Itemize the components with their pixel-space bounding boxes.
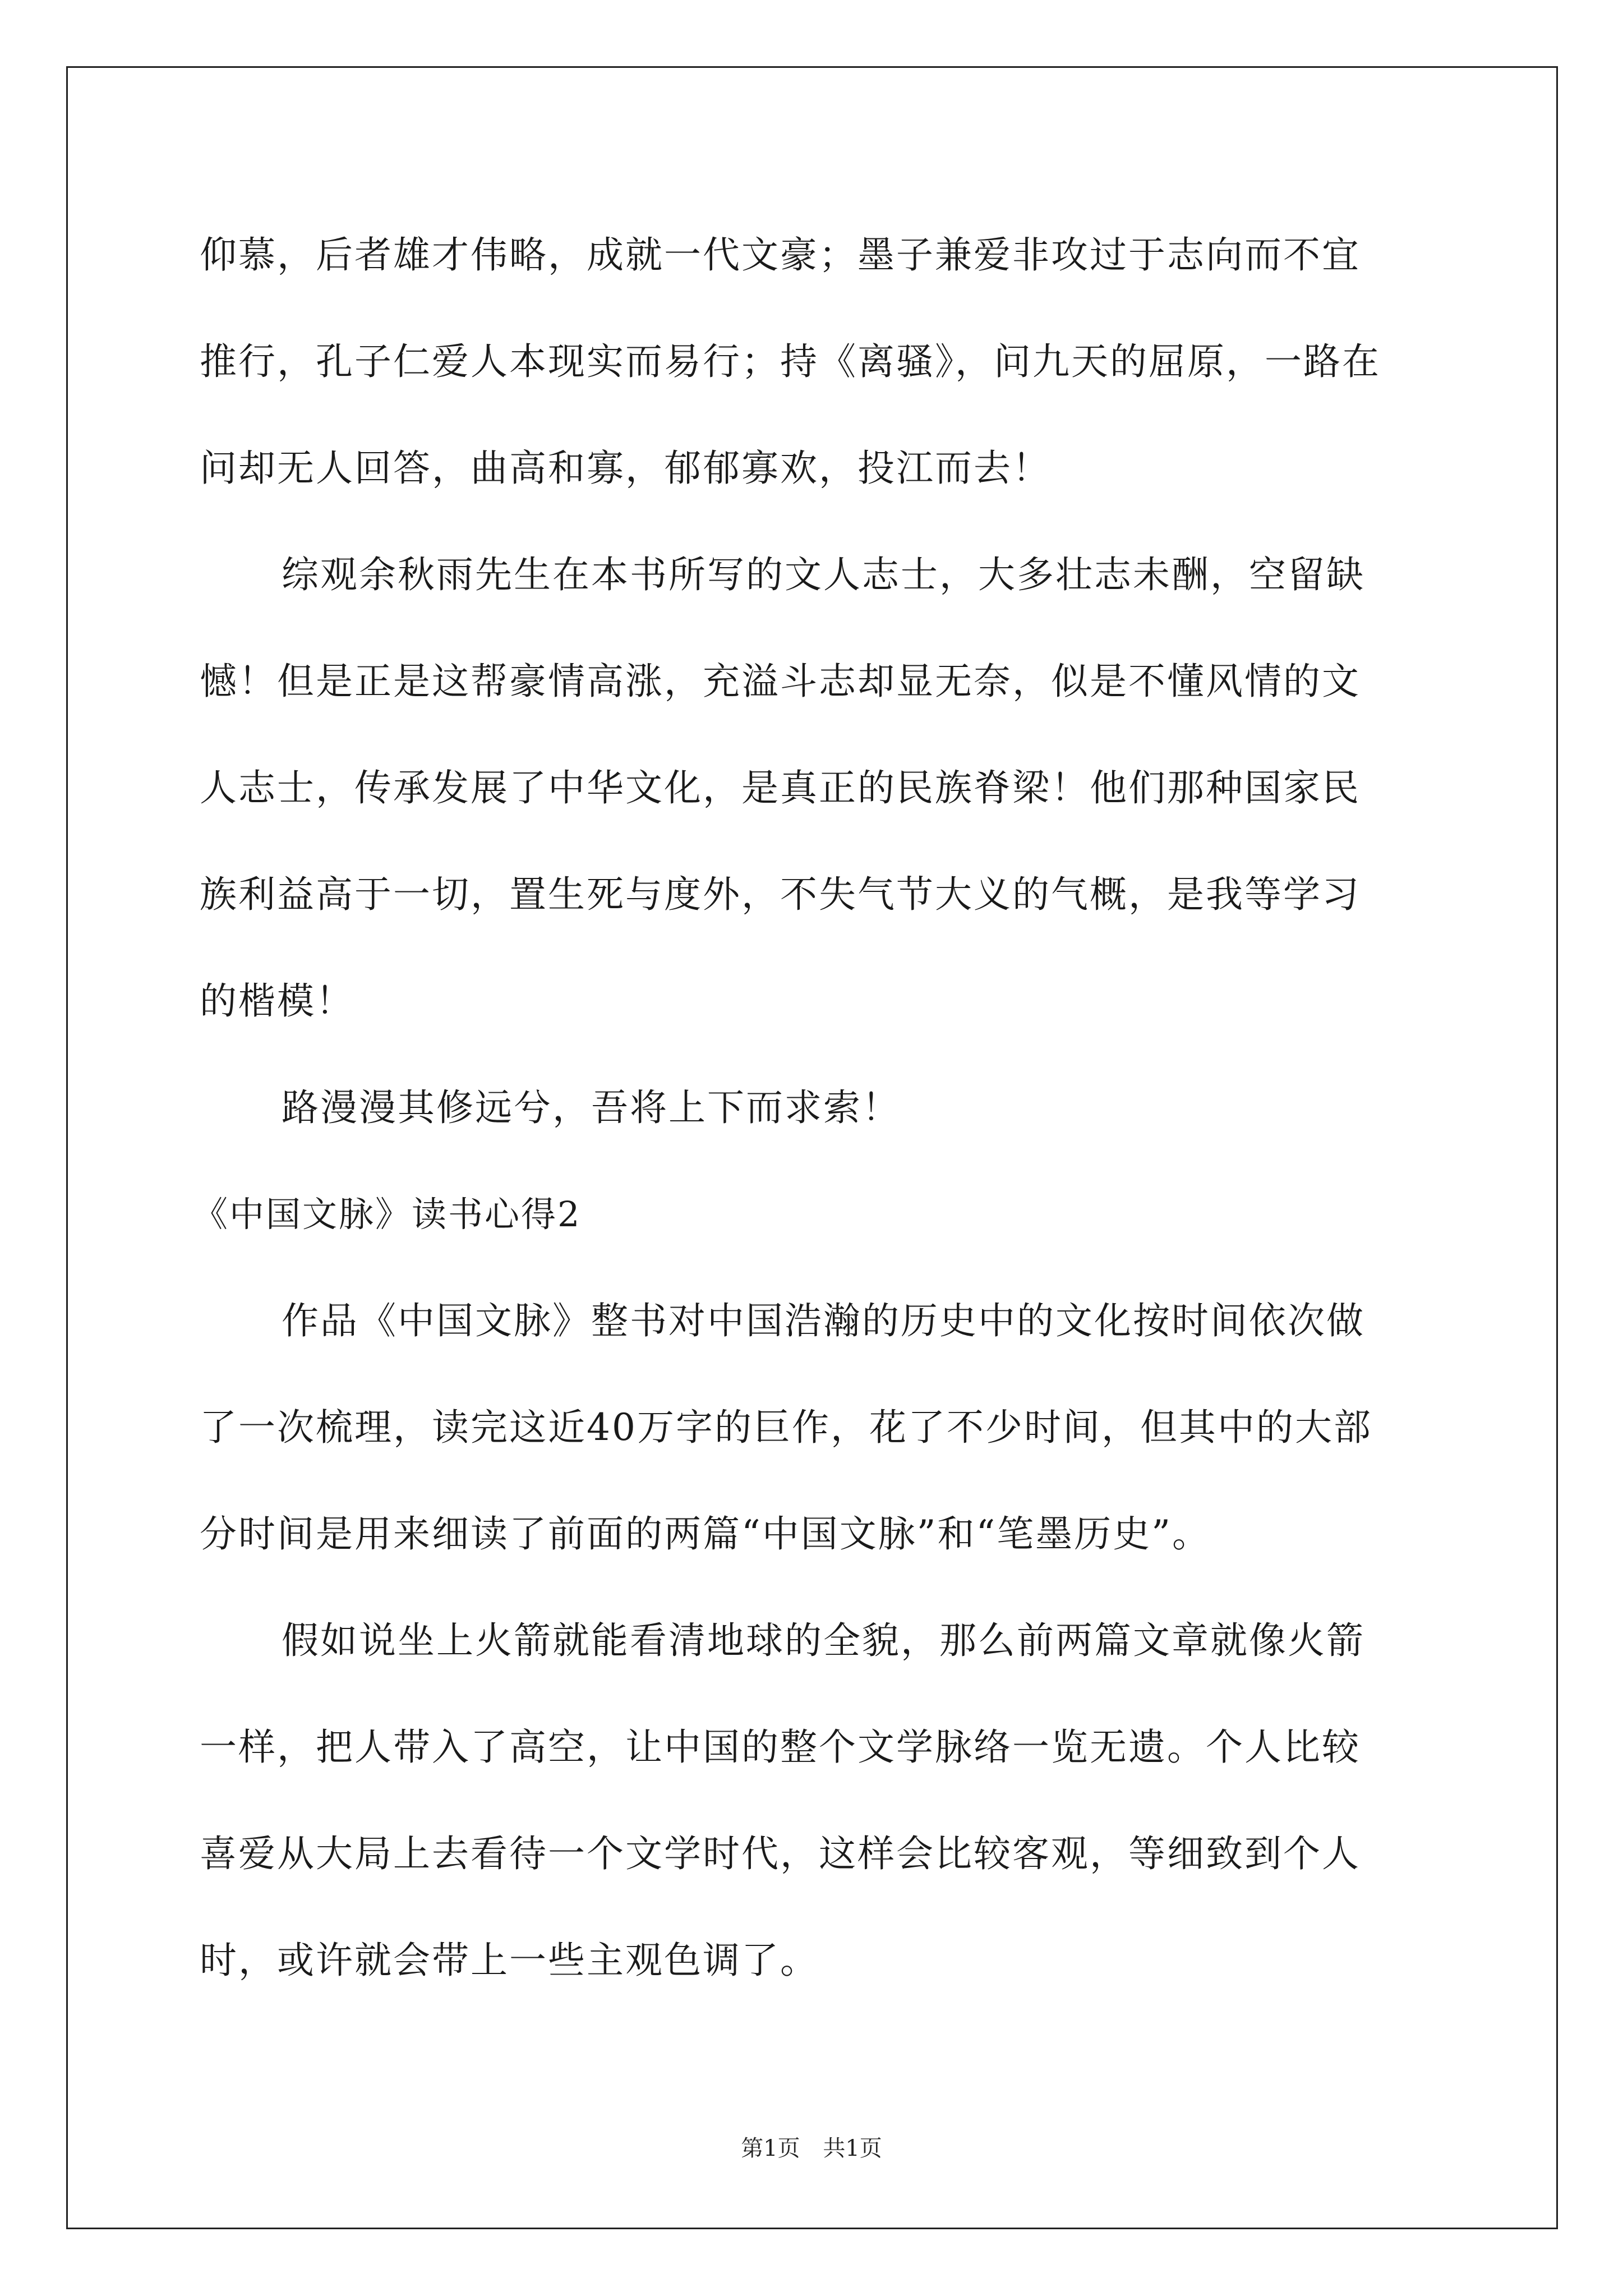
text-line: 憾！但是正是这帮豪情高涨，充溢斗志却显无奈，似是不懂风情的文 [200, 660, 1361, 703]
text-line: 人志士，传承发展了中华文化，是真正的民族脊梁！他们那种国家民 [200, 766, 1361, 809]
paragraph-start-line: 假如说坐上火箭就能看清地球的全貌，那么前两篇文章就像火箭 [282, 1619, 1365, 1662]
text-line: 推行，孔子仁爱人本现实而易行；持《离骚》，问九天的屈原，一路在 [200, 340, 1381, 383]
text-line: 仰慕，后者雄才伟略，成就一代文豪；墨子兼爱非攻过于志向而不宜 [200, 233, 1361, 277]
text-line: 的楷模！ [200, 979, 354, 1023]
text-line: 时，或许就会带上一些主观色调了。 [200, 1939, 819, 1982]
text-line: 问却无人回答，曲高和寡，郁郁寡欢，投江而去！ [200, 447, 1051, 490]
page-number: 第1页 [741, 2136, 800, 2161]
paragraph-start-line: 作品《中国文脉》整书对中国浩瀚的历史中的文化按时间依次做 [282, 1299, 1365, 1342]
text-line: 喜爱从大局上去看待一个文学时代，这样会比较客观，等细致到个人 [200, 1832, 1361, 1875]
section-heading: 《中国文脉》读书心得2 [193, 1194, 582, 1235]
document-body [193, 202, 1433, 2014]
paragraph-start-line: 综观余秋雨先生在本书所写的文人志士，大多壮志未酬，空留缺 [282, 553, 1365, 596]
text-line: 分时间是用来细读了前面的两篇“中国文脉”和“笔墨历史”。 [200, 1512, 1211, 1556]
page-total: 共1页 [823, 2136, 882, 2161]
page-footer [0, 2132, 1623, 2165]
text-line: 了一次梳理，读完这近40万字的巨作，花了不少时间，但其中的大部 [200, 1406, 1372, 1449]
paragraph-start-line: 路漫漫其修远兮，吾将上下而求索！ [282, 1086, 901, 1129]
text-line: 族利益高于一切，置生死与度外，不失气节大义的气概，是我等学习 [200, 873, 1361, 916]
text-line: 一样，把人带入了高空，让中国的整个文学脉络一览无遗。个人比较 [200, 1726, 1361, 1769]
